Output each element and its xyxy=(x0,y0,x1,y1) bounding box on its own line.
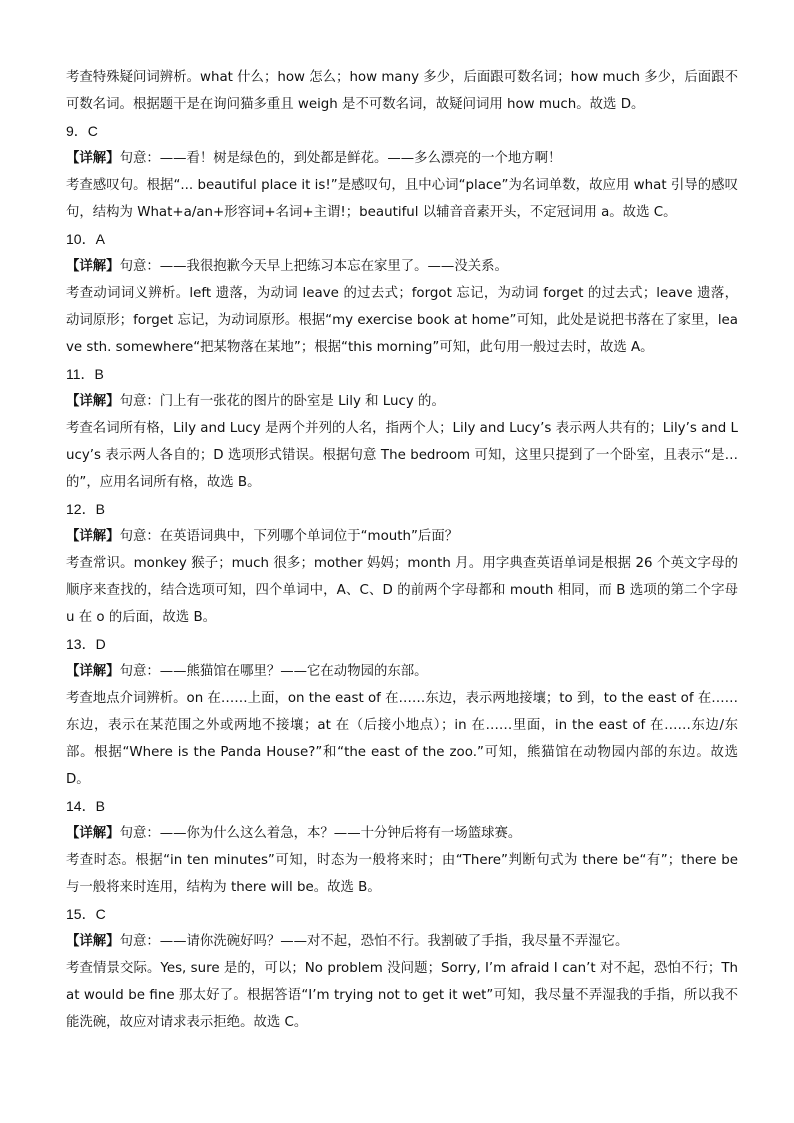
meaning-text: 句意：在英语词典中，下列哪个单词位于“mouth”后面？ xyxy=(119,529,459,544)
meaning-text: 句意：——你为什么这么着急，本？——十分钟后将有一场篮球赛。 xyxy=(119,826,522,841)
question-12-number: 12．B xyxy=(66,501,105,517)
meaning-text: 句意：——熊猫馆在哪里？——它在动物园的东部。 xyxy=(119,664,428,679)
question-13-number: 13．D xyxy=(66,636,106,652)
detail-tag: 【详解】 xyxy=(66,934,120,949)
meaning-text: 句意：——我很抱歉今天早上把练习本忘在家里了。——没关系。 xyxy=(119,259,508,274)
detail-tag: 【详解】 xyxy=(66,826,120,841)
question-9-analysis: 考查感叹句。根据“... beautiful place it is!”是感叹句，且中心词“place”为名词单数，故应用 what 引导的感叹句，结构为 What+a/an+形容词+名词+主谓!；beautiful 以辅音音素开头，不定冠词用 a。故选 C。 xyxy=(66,178,738,220)
detail-tag: 【详解】 xyxy=(66,664,120,679)
question-11-analysis: 考查名词所有格，Lily and Lucy 是两个并列的人名，指两个人；Lily and Lucy’s 表示两人共有的；Lily’s and Lucy’s 表示两人各自的；D 选项形式错误。根据句意 The bedroom 可知，这里只提到了一个卧室，且表示“是…的”，应用名词所有格，故选 B。 xyxy=(66,421,738,490)
detail-tag: 【详解】 xyxy=(66,259,120,274)
question-15-analysis: 考查情景交际。Yes, sure 是的，可以；No problem 没问题；Sorry, I’m afraid I can’t 对不起，恐怕不行；That would be fine 那太好了。根据答语“I’m trying not to get it wet”可知，我尽量不弄湿我的手指，所以我不能洗碗，故应对请求表示拒绝。故选 C。 xyxy=(66,961,738,1030)
meaning-text: 句意：门上有一张花的图片的卧室是 Lily 和 Lucy 的。 xyxy=(119,394,445,409)
meaning-text: 句意：——请你洗碗好吗？——对不起，恐怕不行。我割破了手指，我尽量不弄湿它。 xyxy=(119,934,629,949)
question-10-number: 10．A xyxy=(66,231,105,247)
question-11-meaning xyxy=(66,388,738,415)
question-8-analysis: 考查特殊疑问词辨析。what 什么；how 怎么；how many 多少，后面跟可数名词；how much 多少，后面跟不可数名词。根据题干是在询问猫多重且 weigh 是不可数名词，故疑问词用 how much。故选 D。 xyxy=(66,70,738,112)
question-12-meaning xyxy=(66,523,738,550)
question-9-number: 9．C xyxy=(66,123,98,139)
question-9-meaning xyxy=(66,145,738,172)
question-14-meaning xyxy=(66,820,738,847)
question-12-analysis: 考查常识。monkey 猴子；much 很多；mother 妈妈；month 月。用字典查英语单词是根据 26 个英文字母的顺序来查找的，结合选项可知，四个单词中，A、C、D 的前两个字母都和 mouth 相同，而 B 选项的第二个字母 u 在 o 的后面，故选 B。 xyxy=(66,556,738,625)
detail-tag: 【详解】 xyxy=(66,151,120,166)
answer-explanations xyxy=(66,64,738,1036)
question-15-number: 15．C xyxy=(66,906,106,922)
question-14-number: 14．B xyxy=(66,798,105,814)
question-10-meaning xyxy=(66,253,738,280)
detail-tag: 【详解】 xyxy=(66,394,120,409)
question-15-meaning xyxy=(66,928,738,955)
question-14-analysis: 考查时态。根据“in ten minutes”可知，时态为一般将来时；由“There”判断句式为 there be“有”；there be 与一般将来时连用，结构为 there will be。故选 B。 xyxy=(66,853,738,895)
question-10-analysis: 考查动词词义辨析。left 遗落，为动词 leave 的过去式；forgot 忘记，为动词 forget 的过去式；leave 遗落，动词原形；forget 忘记，为动词原形。根据“my exercise book at home”可知，此处是说把书落在了家里，leave sth. somewhere“把某物落在某地”；根据“this morning”可知，此句用一般过去时，故选 A。 xyxy=(66,286,738,355)
question-13-analysis: 考查地点介词辨析。on 在……上面，on the east of 在……东边，表示两地接壤；to 到，to the east of 在……东边，表示在某范围之外或两地不接壤；at 在（后接小地点）；in 在……里面，in the east of 在……东边/东部。根据“Where is the Panda House?”和“the east of the zoo.”可知，熊猫馆在动物园内部的东边。故选 D。 xyxy=(66,691,738,787)
question-13-meaning xyxy=(66,658,738,685)
meaning-text: 句意：——看！树是绿色的，到处都是鲜花。——多么漂亮的一个地方啊！ xyxy=(119,151,562,166)
detail-tag: 【详解】 xyxy=(66,529,120,544)
question-11-number: 11．B xyxy=(66,366,104,382)
